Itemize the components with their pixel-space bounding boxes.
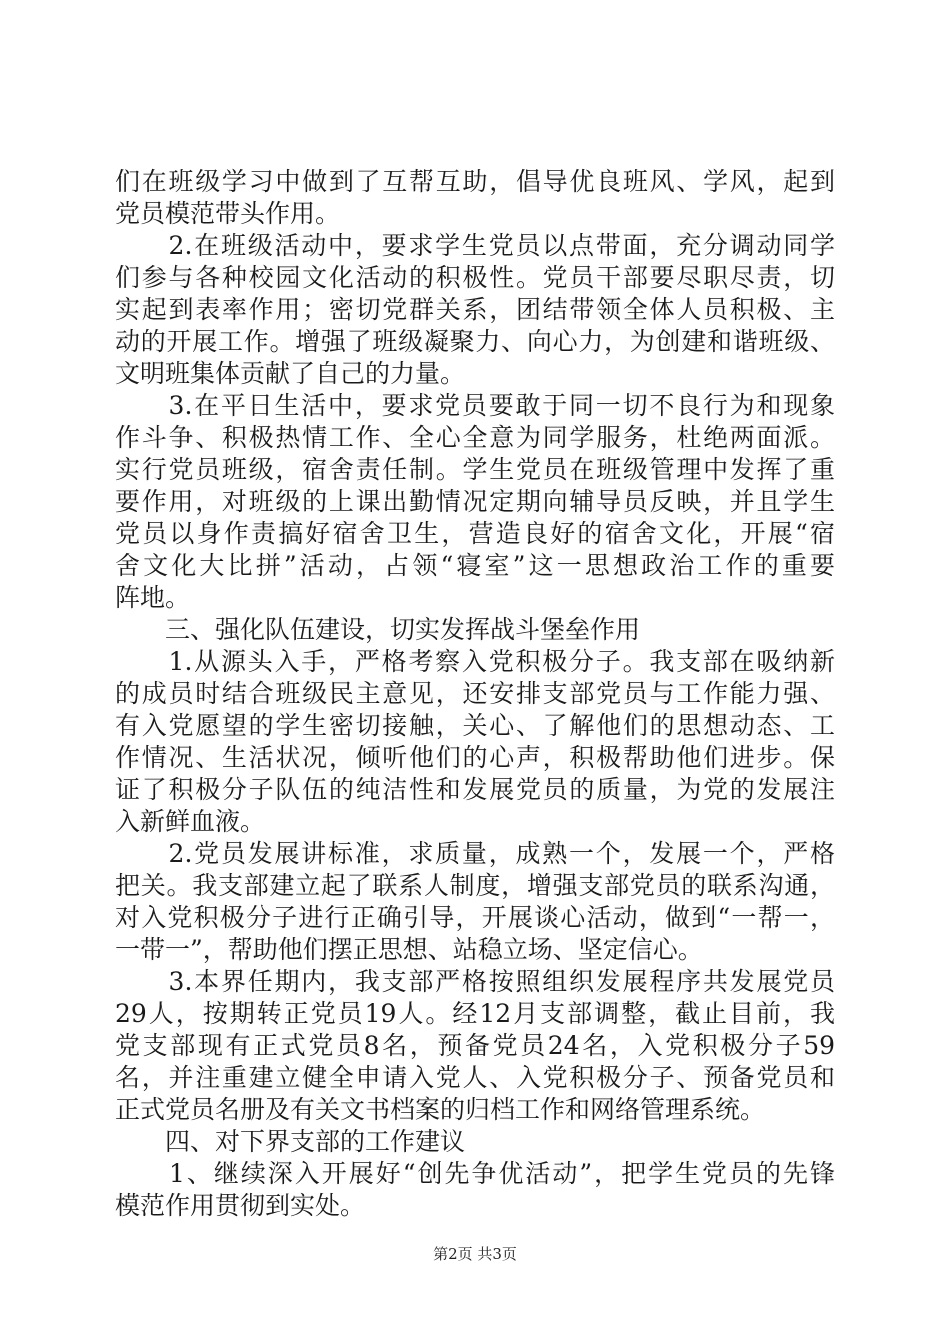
text-line: 1、继续深入开展好“创先争优活动”，把学生党员的先锋 <box>115 1159 835 1188</box>
text-line: 模范作用贯彻到实处。 <box>115 1191 366 1220</box>
text-line: 证了积极分子队伍的纯洁性和发展党员的质量，为党的发展注 <box>115 775 835 804</box>
text-line: 四、对下界支部的工作建议 <box>115 1127 466 1156</box>
document-body <box>115 166 835 1222</box>
text-line: 党支部现有正式党员8名，预备党员24名，入党积极分子59 <box>115 1031 835 1060</box>
text-line: 党员模范带头作用。 <box>115 199 341 228</box>
text-line: 的成员时结合班级民主意见，还安排支部党员与工作能力强、 <box>115 679 835 708</box>
text-line: 动的开展工作。增强了班级凝聚力、向心力，为创建和谐班级、 <box>115 327 835 356</box>
text-line: 名，并注重建立健全申请入党人、入党积极分子、预备党员和 <box>115 1063 835 1092</box>
text-line: 党员以身作责搞好宿舍卫生，营造良好的宿舍文化，开展“宿 <box>115 519 835 548</box>
text-line: 要作用，对班级的上课出勤情况定期向辅导员反映，并且学生 <box>115 487 835 516</box>
text-line: 们参与各种校园文化活动的积极性。党员干部要尽职尽责，切 <box>115 263 835 292</box>
text-line: 3.本界任期内，我支部严格按照组织发展程序共发展党员 <box>115 967 835 996</box>
text-line: 2.在班级活动中，要求学生党员以点带面，充分调动同学 <box>115 231 835 260</box>
text-line: 有入党愿望的学生密切接触，关心、了解他们的思想动态、工 <box>115 711 835 740</box>
text-line: 一带一”，帮助他们摆正思想、站稳立场、坚定信心。 <box>115 935 703 964</box>
text-line: 文明班集体贡献了自己的力量。 <box>115 359 466 388</box>
text-line: 入新鲜血液。 <box>115 807 266 836</box>
page-number-label: 第2页 共3页 <box>433 1245 517 1263</box>
text-line: 2.党员发展讲标准，求质量，成熟一个，发展一个，严格 <box>115 839 835 868</box>
text-line: 29人，按期转正党员19人。经12月支部调整，截止目前，我 <box>115 999 835 1028</box>
text-line: 把关。我支部建立起了联系人制度，增强支部党员的联系沟通， <box>115 871 835 900</box>
text-line: 舍文化大比拼”活动，占领“寝室”这一思想政治工作的重要 <box>115 551 835 580</box>
text-line: 1.从源头入手，严格考察入党积极分子。我支部在吸纳新 <box>115 647 835 676</box>
page-footer <box>0 1244 950 1264</box>
text-line: 3.在平日生活中，要求党员要敢于同一切不良行为和现象 <box>115 391 835 420</box>
text-line: 阵地。 <box>115 583 191 612</box>
text-line: 作斗争、积极热情工作、全心全意为同学服务，杜绝两面派。 <box>115 423 835 452</box>
text-line: 实起到表率作用；密切党群关系，团结带领全体人员积极、主 <box>115 295 835 324</box>
text-line: 对入党积极分子进行正确引导，开展谈心活动，做到“一帮一， <box>115 903 835 932</box>
text-line: 实行党员班级，宿舍责任制。学生党员在班级管理中发挥了重 <box>115 455 835 484</box>
text-line: 作情况、生活状况，倾听他们的心声，积极帮助他们进步。保 <box>115 743 835 772</box>
text-line: 三、强化队伍建设，切实发挥战斗堡垒作用 <box>115 615 641 644</box>
text-line: 们在班级学习中做到了互帮互助，倡导优良班风、学风，起到 <box>115 167 835 196</box>
text-line: 正式党员名册及有关文书档案的归档工作和网络管理系统。 <box>115 1095 766 1124</box>
